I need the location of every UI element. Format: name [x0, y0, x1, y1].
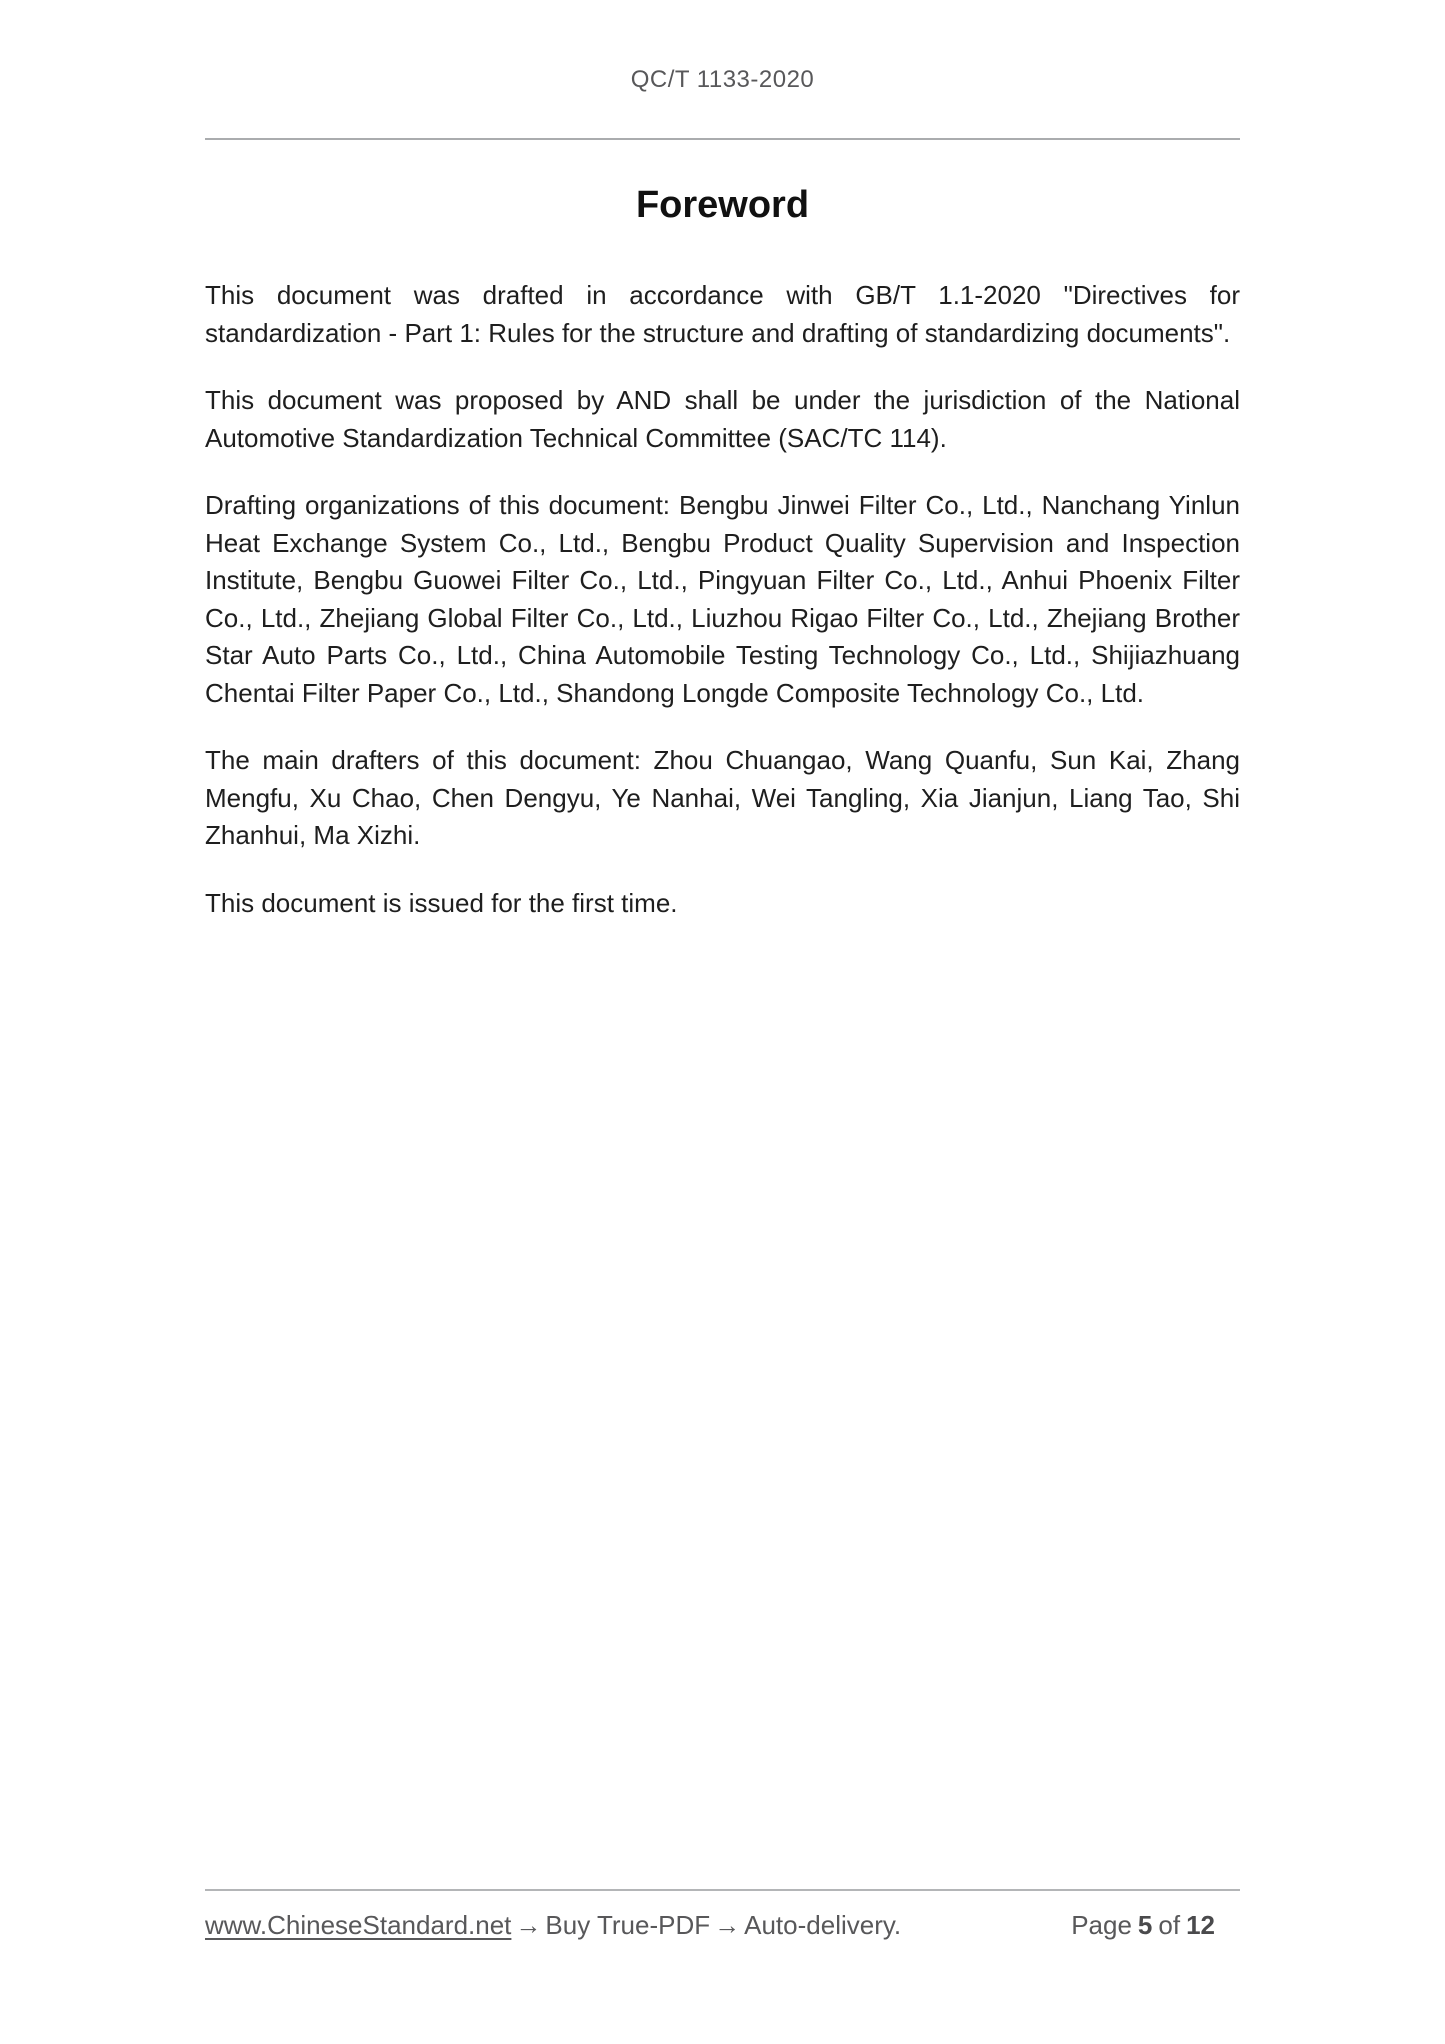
page-of-label: of: [1158, 1910, 1181, 1940]
right-arrow-icon: →: [714, 1910, 741, 1940]
paragraph-drafting-organizations: Drafting organizations of this document: Bengbu Jinwei Filter Co., Ltd., Nanchang Yinlun Heat Exchange System Co., Ltd., Bengbu Product Quality Supervision and Inspection Institute, Bengbu Guowei Filter Co., Ltd., Pingyuan Filter Co., Ltd., Anhui Phoenix Filter Co., Ltd., Zhejiang Global Filter Co., Ltd., Liuzhou Rigao Filter Co., Ltd., Zhejiang Brother Star Auto Parts Co., Ltd., China Automobile Testing Technology Co., Ltd., Shijiazhuang Chentai Filter Paper Co., Ltd., Shandong Longde Composite Technology Co., Ltd.: [205, 490, 1240, 708]
paragraph-drafting-basis: This document was drafted in accordance with GB/T 1.1-2020 "Directives for standardization - Part 1: Rules for the structure and drafting of standardizing documents".: [205, 280, 1240, 348]
footer-rule: [205, 1889, 1240, 1891]
footer-delivery-text: Auto-delivery.: [744, 1910, 902, 1940]
right-arrow-icon: →: [515, 1910, 542, 1940]
document-body: [205, 277, 1240, 952]
paragraph-main-drafters: The main drafters of this document: Zhou Chuangao, Wang Quanfu, Sun Kai, Zhang Mengfu, Xu Chao, Chen Dengyu, Ye Nanhai, Wei Tangling, Xia Jianjun, Liang Tao, Shi Zhanhui, Ma Xizhi.: [205, 745, 1240, 850]
header-doc-code: QC/T 1133-2020: [630, 66, 815, 93]
footer: [205, 1908, 1240, 1942]
page-title: Foreword: [635, 184, 810, 226]
header-rule: [205, 138, 1240, 140]
footer-buy-text: Buy True-PDF: [545, 1910, 711, 1940]
page-label: Page: [1071, 1910, 1132, 1940]
page-current-number: 5: [1137, 1910, 1153, 1940]
footer-website-link[interactable]: www.ChineseStandard.net: [205, 1910, 512, 1940]
paragraph-jurisdiction: This document was proposed by AND shall be under the jurisdiction of the National Automotive Standardization Technical Committee (SAC/TC 114).: [205, 385, 1240, 453]
page-total-number: 12: [1186, 1910, 1215, 1940]
footer-left-text: [205, 1908, 901, 1942]
page-indicator: [1068, 1908, 1218, 1942]
paragraph-first-issue: This document is issued for the first time.: [205, 887, 678, 918]
